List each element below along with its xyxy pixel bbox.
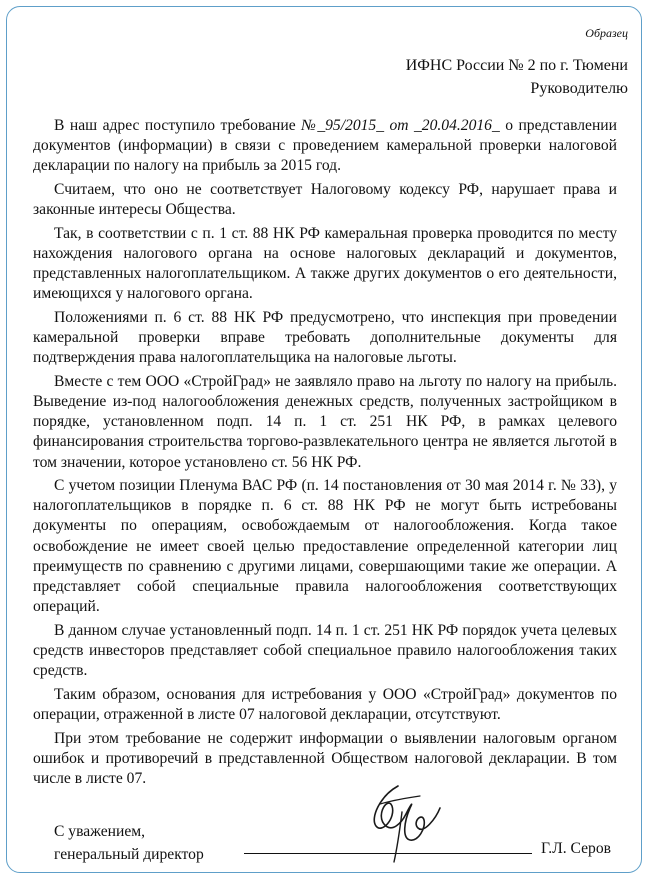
paragraph-art88-p1: Так, в соответствии с п. 1 ст. 88 НК РФ камеральная проверка проводится по месту нахождения налогового органа на основе налоговых деклараций и документов, представленных налогоплательщиком. А также других документов о его деятельности, имеющихся у налогового органа. bbox=[33, 224, 617, 303]
intro-text-end: о представлении документов (информации) в связи с проведением камеральной проверки налоговой декларации по налогу на прибыль за 2015 год. bbox=[33, 117, 617, 175]
addressee-block bbox=[406, 54, 628, 100]
paragraph-conclusion: Таким образом, основания для истребования у ООО «СтройГрад» документов по операции, отраженной в листе 07 налоговой декларации, отсутствуют. bbox=[33, 685, 617, 723]
intro-paragraph bbox=[33, 116, 617, 176]
closing-block bbox=[54, 820, 204, 866]
handwritten-signature bbox=[340, 778, 460, 870]
regards-text: С уважением, bbox=[54, 823, 146, 840]
sample-label: Образец bbox=[585, 26, 628, 40]
paragraph-no-benefit: Вместе с тем ООО «СтройГрад» не заявляло право на льготу по налогу на прибыль. Выведение из-под налогообложения денежных средств, полученных застройщиком в порядке, установленном подп. 14 п. 1 ст. 251 НК РФ, в рамках целевого финансирования строительства торгово-развлекательного центра не является льготой в том значении, которое установлено ст. 56 НК РФ. bbox=[33, 372, 617, 471]
intro-from-word: от bbox=[384, 117, 414, 134]
request-number: №_95/2015_ bbox=[301, 117, 385, 134]
paragraph-art88-p6: Положениями п. 6 ст. 88 НК РФ предусмотрено, что инспекция при проведении камеральной проверки вправе требовать дополнительные документы для подтверждения права налогоплательщика на налоговые льготы. bbox=[33, 308, 617, 367]
paragraph-objection: Считаем, что оно не соответствует Налоговому кодексу РФ, нарушает права и законные интересы Общества. bbox=[33, 180, 617, 219]
intro-text-start: В наш адрес поступило требование bbox=[54, 117, 302, 134]
addressee-inspection: ИФНС России № 2 по г. Тюмени bbox=[405, 57, 628, 74]
request-date: _20.04.2016_ bbox=[413, 117, 500, 134]
paragraph-special-rule: В данном случае установленный подп. 14 п. 1 ст. 251 НК РФ порядок учета целевых средств инвесторов представляет собой специальное правило налогообложения таких средств. bbox=[33, 621, 617, 680]
addressee-recipient: Руководителю bbox=[530, 80, 628, 97]
paragraph-vas-position: С учетом позиции Пленума ВАС РФ (п. 14 постановления от 30 мая 2014 г. № 33), у налогоплательщиков в порядке п. 6 ст. 88 НК РФ не могут быть истребованы документы по операциям, освобождаемым от налогообложения. Когда такое освобождение не имеет своей целью предоставление определенной категории лиц преимуществ по сравнению с другими лицами, совершающими такие же операции. А представляет собой специальные правила налогообложения соответствующих операций. bbox=[33, 477, 617, 616]
paragraph-no-errors: При этом требование не содержит информации о выявлении налоговым органом ошибок и противоречий в представленной Обществом налоговой декларации. В том числе в листе 07. bbox=[33, 729, 617, 787]
signer-position: генеральный директор bbox=[54, 846, 204, 863]
letter-body bbox=[33, 116, 617, 793]
signer-name: Г.Л. Серов bbox=[541, 840, 611, 857]
